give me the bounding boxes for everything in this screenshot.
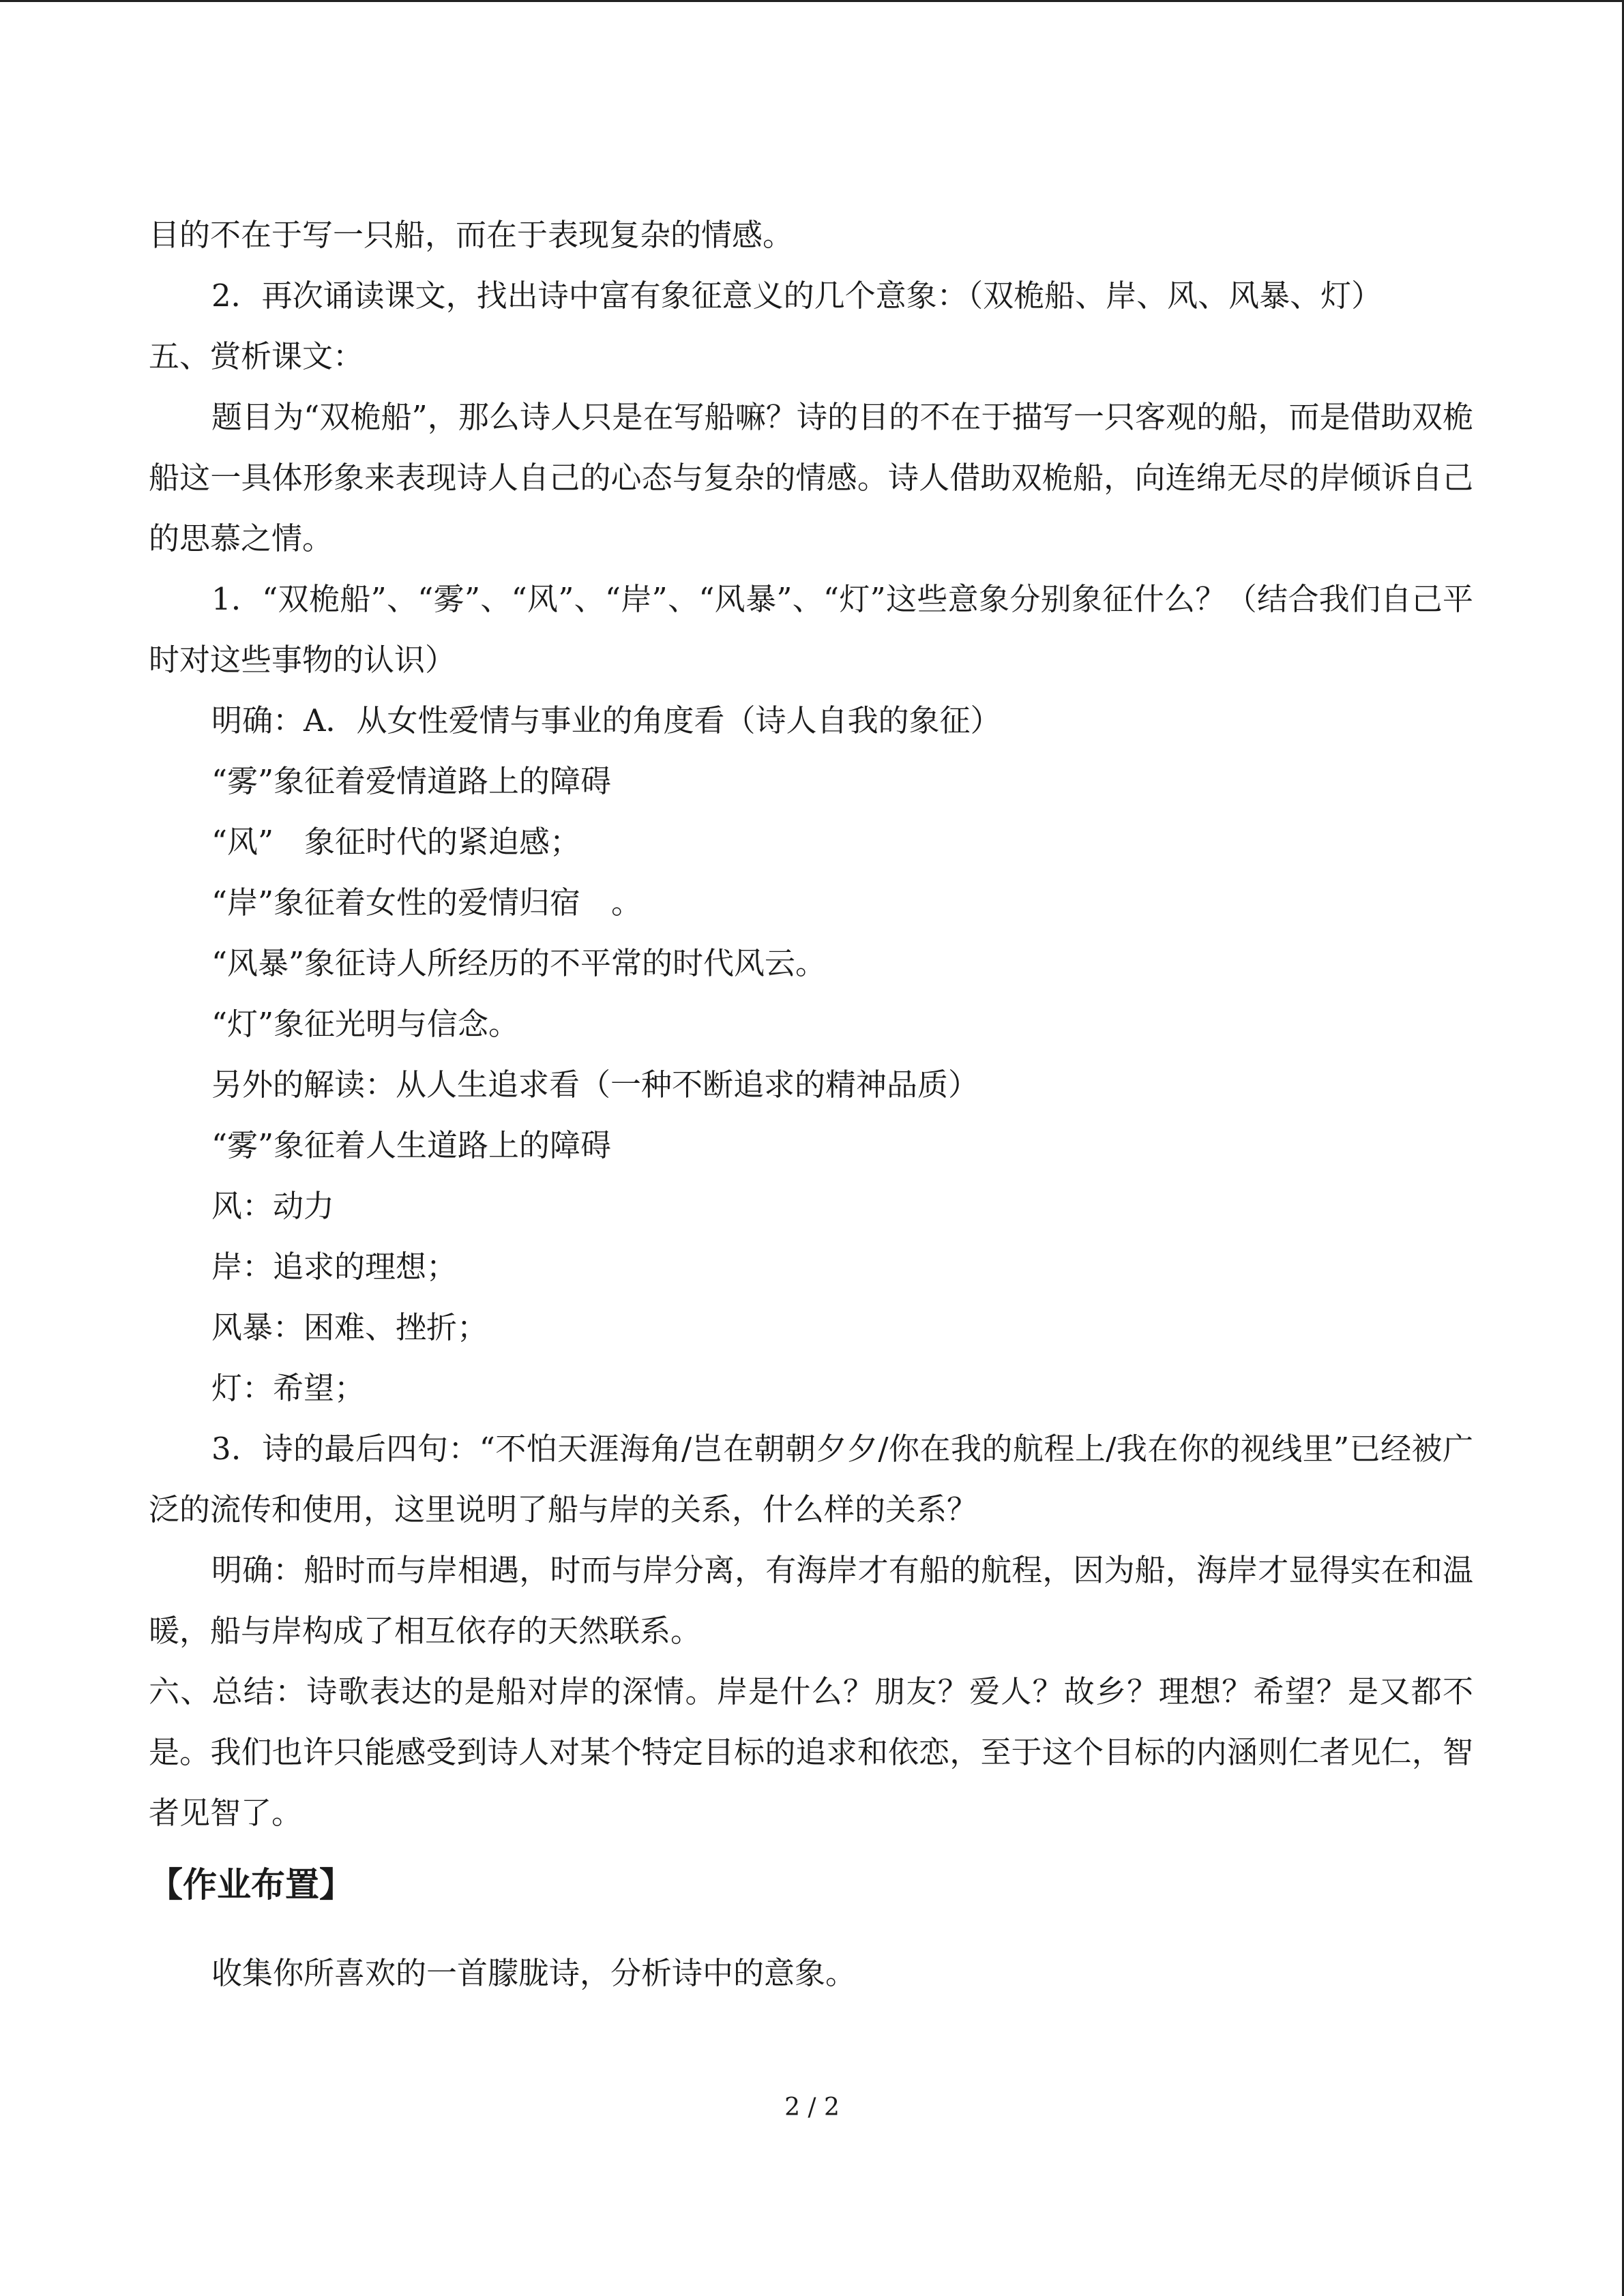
text-line: “雾”象征着爱情道路上的障碍 (211, 763, 612, 799)
text-line: 另外的解读：从人生追求看（一种不断追求的精神品质） (211, 1067, 979, 1103)
paragraph-summary: 六、总结：诗歌表达的是船对岸的深情。岸是什么？朋友？爱人？故乡？理想？希望？是又都不是。我们也许只能感受到诗人对某个特定目标的追求和依恋，至于这个目标的内涵则仁者见仁，智者见智了。 (149, 1673, 1473, 1831)
text-line: 2．再次诵读课文，找出诗中富有象征意义的几个意象：（双桅船、岸、风、风暴、灯） (211, 278, 1383, 314)
paragraph-title-analysis: 题目为“双桅船”，那么诗人只是在写船嘛？诗的目的不在于描写一只客观的船，而是借助双桅船这一具体形象来表现诗人自己的心态与复杂的情感。诗人借助双桅船，向连绵无尽的岸倾诉自己的思慕之情。 (149, 399, 1473, 556)
text-line: “灯”象征光明与信念。 (211, 1006, 520, 1042)
text-line: 岸：追求的理想； (211, 1249, 458, 1285)
text-line: “风” 象征时代的紧迫感； (211, 824, 581, 860)
page-number: 2 / 2 (784, 2093, 840, 2121)
paragraph-question-3: 3．诗的最后四句：“不怕天涯海角/岂在朝朝夕夕/你在我的航程上/我在你的视线里”已经被广泛的流传和使用，这里说明了船与岸的关系，什么样的关系？ (149, 1431, 1473, 1527)
text-line: 风暴：困难、挫折； (211, 1309, 488, 1345)
page-top-border (0, 0, 1624, 2)
text-line: 风：动力 (211, 1188, 335, 1224)
text-line: “风暴”象征诗人所经历的不平常的时代风云。 (211, 945, 827, 981)
document-body (149, 205, 1473, 2003)
homework-text: 收集你所喜欢的一首朦胧诗，分析诗中的意象。 (211, 1955, 857, 1991)
text-line: 灯：希望； (211, 1370, 366, 1406)
text-line: “岸”象征着女性的爱情归宿 。 (211, 884, 643, 921)
text-line: 目的不在于写一只船，而在于表现复杂的情感。 (149, 217, 794, 253)
section-heading-appreciation: 五、赏析课文： (149, 338, 364, 374)
homework-heading: 【作业布置】 (149, 1865, 353, 1905)
paragraph-question-1: 1．“双桅船”、“雾”、“风”、“岸”、“风暴”、“灯”这些意象分别象征什么？（结合我们自己平时对这些事物的认识） (149, 581, 1473, 678)
text-line: 明确：A．从女性爱情与事业的角度看（诗人自我的象征） (211, 702, 1001, 739)
text-line: “雾”象征着人生道路上的障碍 (211, 1127, 612, 1163)
paragraph-answer-3: 明确：船时而与岸相遇，时而与岸分离，有海岸才有船的航程，因为船，海岸才显得实在和温暖，船与岸构成了相互依存的天然联系。 (149, 1552, 1473, 1649)
